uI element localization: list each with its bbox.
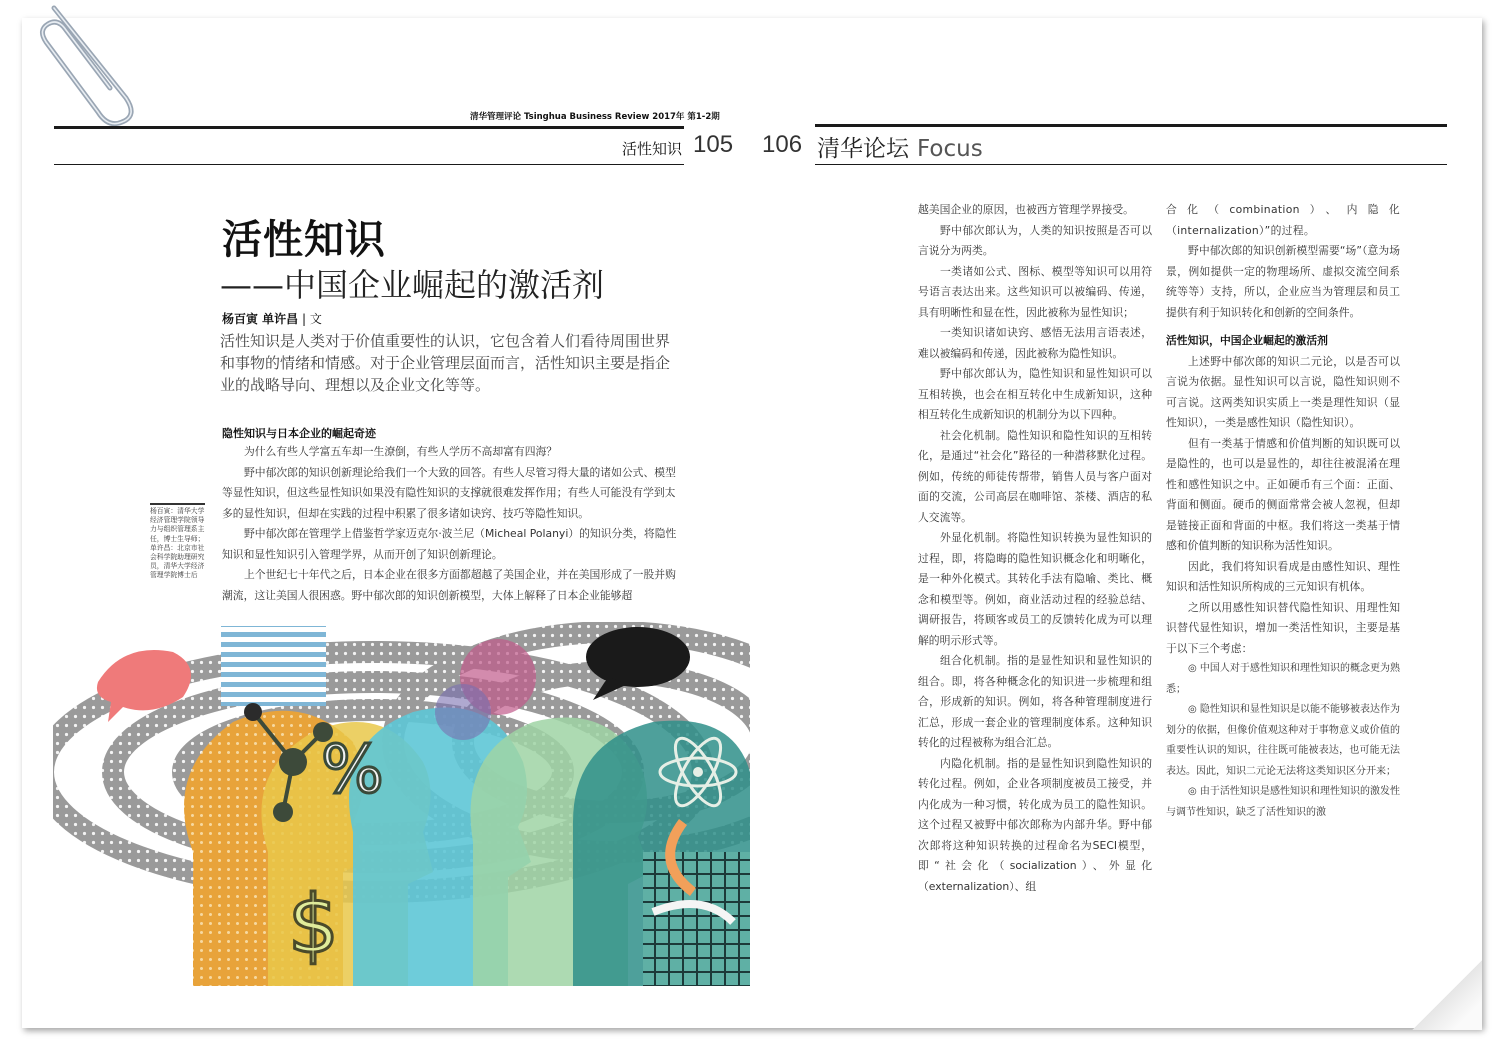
- byline: [222, 310, 322, 327]
- paragraph: 上述野中郁次郎的知识二元论，以是否可以言说为依据。显性知识可以言说，隐性知识则不可言说。这两类知识实质上一类是理性知识（显性知识），一类是感性知识（隐性知识）。: [1166, 354, 1400, 429]
- paragraph: 但有一类基于情感和价值判断的知识既可以是隐性的，也可以是显性的，却往往被混淆在理性和感性知识之中。正如硬币有三个面：正面、背面和侧面。硬币的侧面常常会被人忽视，但却是链接正面和背面的中枢。我们将这一类基于情感和价值判断的知识称为活性知识。: [1166, 436, 1400, 552]
- paragraph: 因此，我们将知识看成是由感性知识、理性知识和活性知识所构成的三元知识有机体。: [1166, 559, 1400, 593]
- header-rule-left: [54, 126, 684, 129]
- running-title: 清华管理评论 Tsinghua Business Review 2017年 第1-2期: [470, 112, 720, 122]
- paragraph: 上个世纪七十年代之后，日本企业在很多方面都超越了美国企业，并在美国形成了一股并购潮流，这让美国人很困惑。野中郁次郎的知识创新模型，大体上解释了日本企业能够超: [222, 568, 676, 602]
- article-title: 活性知识: [222, 217, 386, 263]
- author-bio: 杨百寅：清华大学经济管理学院领导力与组织管理系主任，博士生导师；单许昌：北京市社会科学院助理研究员，清华大学经济管理学院博士后: [150, 503, 205, 581]
- header-rule-right: [815, 124, 1447, 127]
- section-label-en: Focus: [917, 136, 983, 162]
- article-subtitle: ——中国企业崛起的激活剂: [220, 266, 605, 304]
- text-column-2: [1166, 200, 1400, 823]
- bullet-item: ◎ 中国人对于感性知识和理性知识的概念更为熟悉；: [1166, 663, 1400, 695]
- header-underline-right: [815, 164, 1447, 165]
- subsection-heading: 活性知识，中国企业崛起的激活剂: [1166, 334, 1328, 347]
- paragraph: 一类知识诸如诀窍、感悟无法用言语表述，难以被编码和传递，因此被称为隐性知识。: [918, 326, 1152, 360]
- section-label-left: 活性知识: [621, 140, 682, 158]
- section-label-right: [817, 130, 983, 163]
- paragraph: 野中郁次郎在管理学上借鉴哲学家迈克尔·波兰尼（Micheal Polanyi）的知识分类，将隐性知识和显性知识引入管理学界，从而开创了知识创新理论。: [222, 527, 677, 561]
- page-number-right: 106: [762, 131, 803, 158]
- dollar-symbol: $: [288, 878, 339, 971]
- bullet-item: ◎ 由于活性知识是感性知识和理性知识的激发性与调节性知识，缺乏了活性知识的激: [1166, 786, 1400, 818]
- paragraph: 野中郁次郎的知识创新模型需要“场”（意为场景，例如提供一定的物理场所、虚拟交流空间系统等等）支持，所以，企业应当为管理层和员工提供有利于知识转化和创新的空间条件。: [1166, 244, 1400, 319]
- paragraph: 内隐化机制。指的是显性知识到隐性知识的转化过程。例如，企业各项制度被员工接受，并内化成为一种习惯，转化成为员工的隐性知识。这个过程又被野中郁次郎称为内部升华。野中郁次郎将这种知识转换的过程命名为SECI模型，即“社会化（socialization）、外显化（externalization）、组: [918, 756, 1152, 893]
- paragraph: 合化（combination）、内隐化（internalization）”的过程。: [1166, 203, 1400, 237]
- paragraph: 外显化机制。将隐性知识转换为显性知识的过程，即，将隐晦的隐性知识概念化和明晰化，是一种外化模式。其转化手法有隐喻、类比、概念和模型等。例如，商业活动过程的经验总结、调研报告，将顾客或员工的反馈转化成为可以理解的明示形式等。: [918, 531, 1152, 647]
- body-left: [222, 442, 686, 606]
- paragraph: 一类诸如公式、图标、模型等知识可以用符号语言表达出来。这些知识可以被编码、传递，具有明晰性和显在性，因此被称为显性知识；: [918, 264, 1152, 319]
- section-label-cn: 清华论坛: [817, 136, 909, 162]
- text-column-1: [918, 200, 1152, 897]
- paragraph: 野中郁次郎认为，隐性知识和显性知识可以互相转换，也会在相互转化中生成新知识，这种相互转化生成新知识的机制分为以下四种。: [918, 367, 1152, 421]
- paragraph: 野中郁次郎认为，人类的知识按照是否可以言说分为两类。: [918, 223, 1152, 257]
- paragraph: 社会化机制。隐性知识和隐性知识的互相转化，是通过“社会化”路径的一种潜移默化过程。例如，传统的师徒传帮带，销售人员与客户面对面的交流，公司高层在咖啡馆、茶楼、酒店的私人交流等。: [918, 428, 1152, 524]
- paragraph: 野中郁次郎的知识创新理论给我们一个大致的回答。有些人尽管习得大量的诸如公式、模型等显性知识，但这些显性知识如果没有隐性知识的支撑就很难发挥作用；有些人可能没有学到太多的显性知识，但却在实践的过程中积累了很多诸如诀窍、技巧等隐性知识。: [222, 465, 676, 520]
- author-names: 杨百寅 单许昌: [222, 312, 299, 326]
- bullet-item: ◎ 隐性知识和显性知识是以能不能够被表达作为划分的依据，但像价值观这种对于事物意义或价值的重要性认识的知识，往往既可能被表达，也可能无法表达。因此，知识二元论无法将这类知识区分开来；: [1166, 704, 1400, 777]
- paragraph: 越美国企业的原因，也被西方管理学界接受。: [918, 203, 1134, 216]
- paragraph: 之所以用感性知识替代隐性知识、用理性知识替代显性知识，增加一类活性知识，主要是基于以下三个考虑：: [1166, 600, 1400, 655]
- page-number-left: 105: [693, 131, 734, 158]
- paragraph: 为什么有些人学富五车却一生潦倒，有些人学历不高却富有四海？: [244, 445, 558, 458]
- lead-paragraph: 活性知识是人类对于价值重要性的认识，它包含着人们看待周围世界和事物的情绪和情感。对于企业管理层面而言，活性知识主要是指企业的战略导向、理想以及企业文化等等。: [220, 332, 671, 394]
- page-curl: [1412, 960, 1482, 1030]
- paragraph: 组合化机制。指的是显性知识和显性知识的组合。即，将各种概念化的知识进一步梳理和组合，形成新的知识。例如，将各种管理制度进行汇总，形成一套企业的管理制度体系。这种知识转化的过程被称为组合汇总。: [918, 654, 1152, 749]
- byline-suffix: | 文: [298, 312, 322, 326]
- percent-symbol: %: [321, 731, 384, 808]
- illustration: [53, 622, 750, 986]
- header-underline-left: [54, 164, 684, 165]
- paperclip-icon: [34, 0, 144, 130]
- section-heading: 隐性知识与日本企业的崛起奇迹: [222, 427, 376, 440]
